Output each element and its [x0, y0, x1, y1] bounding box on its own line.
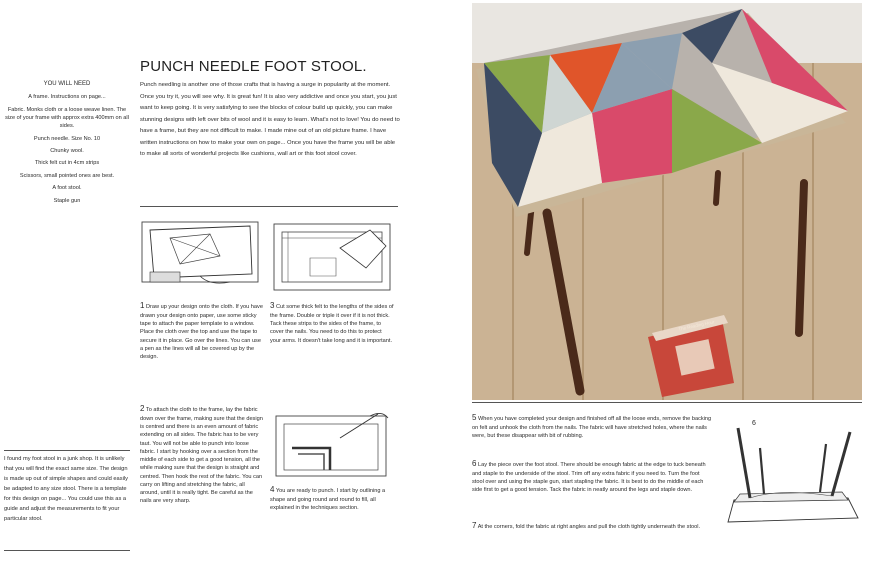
step-1-illustration [140, 216, 264, 296]
step-text: Cut some thick felt to the lengths of the sides of the frame. Double or triple it over if it is not thick. Tack these strips to the sides of the frame, to cover the nails. You need to do this to protect your arms. It doesn't take long and it is important. [270, 304, 394, 344]
need-item: Scissors, small pointed ones are best. [19, 172, 115, 179]
page-title: PUNCH NEEDLE FOOT STOOL. [140, 58, 367, 75]
step-3 [270, 300, 394, 345]
need-item: A frame. Instructions on page... [28, 94, 106, 101]
you-will-need-heading: YOU WILL NEED [43, 81, 91, 87]
step-number: 3 [270, 301, 275, 310]
intro-paragraph: Punch needling is another one of those crafts that is having a surge in popularity at the moment. Once you try it, you will see why. It is great fun! It is also very addictive and once you start, you just want to keep going. It is very satisfying to see the blocks of colour build up quickly, you can make stunning designs with left over bits of wool and it is easy to learn. What's not to love! You do need to have a frame, but they are not difficult to make. I made mine out of an old picture frame. I have written instructions on how to make your own on page... Once you have the frame you will be able to make all sorts of wonderful projects like cushions, wall art or this foot stool cover. [140, 82, 400, 158]
step-text: When you have completed your design and finished off all the loose ends, remove the backing on felt and unhook the cloth from the nails. The fabric will have stretched holes, where the nails were, but these disappear with bit of rubbing. [472, 416, 712, 440]
step-4 [270, 484, 396, 512]
book-title: The Reading Hour [677, 319, 715, 332]
step-number: 5 [472, 413, 477, 422]
step-text: At the corners, fold the fabric at right angles and pull the cloth tightly underneath the stool. [477, 524, 701, 530]
step-number: 7 [472, 521, 477, 530]
stool-illustration [472, 3, 862, 400]
step-3-illustration [270, 218, 396, 298]
step-5 [472, 412, 712, 440]
step-text: You are ready to punch. I start by outlining a shape and going round and round to fill, all explained in the techniques section. [270, 488, 386, 512]
side-note-divider-top [4, 450, 130, 451]
step-text: Draw up your design onto the cloth. If you have drawn your design onto paper, use some sticky tape to attach the paper template to a window. Place the cloth over the top and use the tape to secure it in place. Go over the lines. You can use a pen as the lines will all be covered up by the design. [140, 304, 263, 361]
step-4-illustration [270, 408, 396, 482]
side-note-divider-bottom [4, 550, 130, 551]
need-item: Punch needle. Size No. 10 [33, 135, 101, 142]
side-note: I found my foot stool in a junk shop. It is unlikely that you will find the exact same size. The design is made up out of simple shapes and could easily be adapted to any size stool. There is a template for this design on page... You could use this as a guide and adjust the measurements to fit your particular stool. [4, 456, 128, 522]
need-item: A foot stool. [52, 185, 82, 192]
step-number: 2 [140, 404, 145, 413]
foot-stool-photo [472, 3, 862, 400]
need-item: Thick felt cut in 4cm strips [34, 160, 100, 167]
need-item: Chunky wool. [50, 147, 84, 154]
step-7 [472, 520, 712, 532]
step-number: 6 [472, 459, 477, 468]
step-text: To attach the cloth to the frame, lay the fabric down over the frame, making sure that the design is centred and there is an even amount of fabric extending on all sides. The fabric has to be very taut. You will not be able to punch into loose fabric. I start by hooking over a section from the middle of each side to get a good tension, all the while making sure that the design is straight and centred. Then hook the rest of the fabric. You can carry on lifting and stretching the fabric, all around, until it is really tight. Be careful as the nails are very sharp. [140, 407, 263, 505]
you-will-need-list [4, 80, 130, 209]
step-text: Lay the piece over the foot stool. There should be enough fabric at the edge to tuck beneath and staple to the underside of the stool. Trim off any extra fabric if you need to. Turn the foot stool over and using the staple gun, start stapling the fabric. It is best to do the middle of each side first to get a good tension. Tack the fabric in neatly around the legs and staple down. [472, 462, 706, 494]
step-number: 1 [140, 301, 145, 310]
need-item: Fabric. Monks cloth or a loose weave linen. The size of your frame with approx extra 400mm on all sides. [5, 106, 129, 130]
step-number: 4 [270, 485, 275, 494]
need-item: Staple gun [53, 197, 81, 204]
divider [140, 206, 398, 207]
figure-label: 6 [752, 420, 756, 427]
upturned-stool-illustration [720, 418, 866, 530]
step-6 [472, 458, 712, 495]
divider [472, 402, 862, 403]
step-2 [140, 403, 264, 506]
step-1 [140, 300, 264, 361]
